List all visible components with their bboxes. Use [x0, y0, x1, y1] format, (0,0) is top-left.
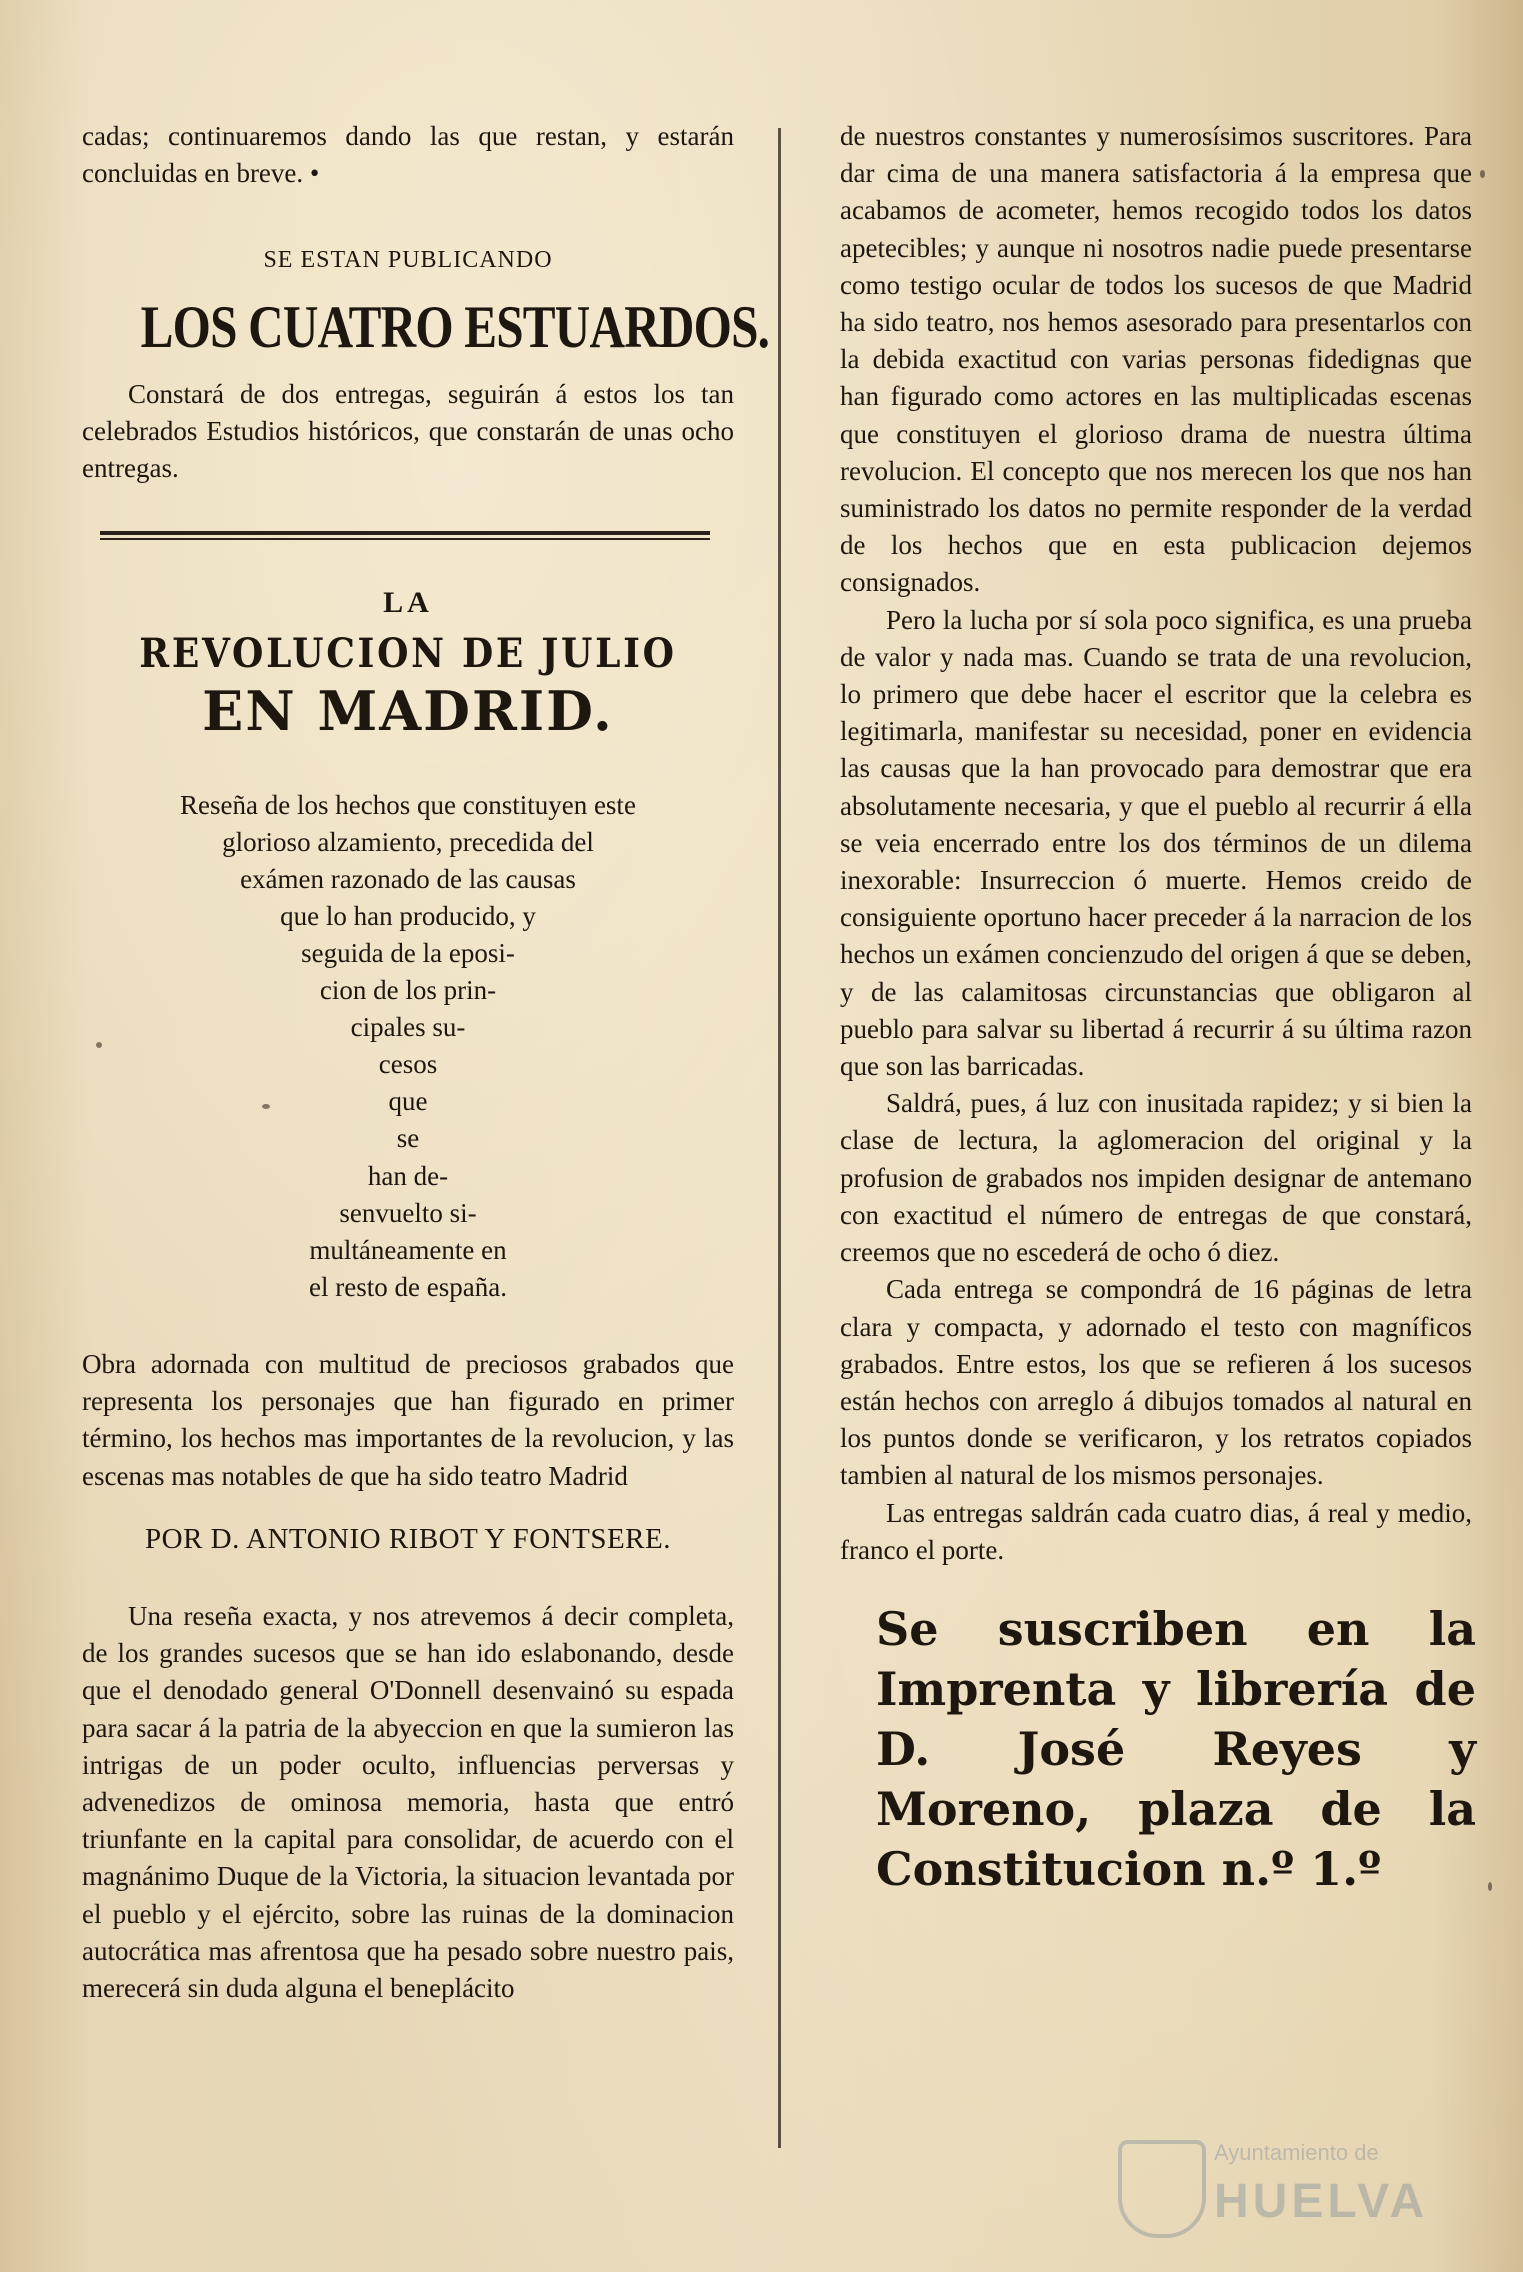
left-column — [82, 118, 770, 2007]
heading-revolucion: REVOLUCION DE JULIO — [139, 630, 677, 678]
paragraph-entrega: Cada entrega se compondrá de 16 páginas de letra clara y compacta, y adornado el testo con magníficos grabados. Entre estos, los que se refieren á los sucesos están hechos con arreglo á dibujos tomados al natural en los puntos donde se verificaron, y los retratos copiados tambien al natural de los mismos personajes. — [840, 1274, 1472, 1491]
ink-speck — [1480, 170, 1485, 178]
resena-line: cipales su- — [350, 1012, 466, 1043]
author-line: POR D. ANTONIO RIBOT Y FONTSERE. — [145, 1522, 671, 1555]
resena-line: se — [396, 1123, 420, 1154]
resena-line: exámen razonado de las causas — [240, 863, 576, 894]
obra-description: Obra adornada con multitud de preciosos grabados que representa los personajes que han figurado en primer término, los hechos mas importantes de la revolucion, y las escenas mas notables de que ha sido teatro Madrid — [82, 1348, 734, 1491]
heading-madrid: EN MADRID. — [202, 678, 614, 743]
paragraph-entregas-dias: Las entregas saldrán cada cuatro dias, á real y medio, franco el porte. — [840, 1497, 1472, 1565]
watermark-line-1: Ayuntamiento de — [1214, 2140, 1379, 2165]
resena-line: seguida de la eposi- — [301, 938, 515, 968]
resena-line: Reseña de los hechos que constituyen este — [180, 789, 636, 820]
resena-line: que — [388, 1086, 428, 1117]
paragraph-saldra: Saldrá, pues, á luz con inusitada rapidez; y si bien la clase de lectura, la aglomeracion del original y la profusion de grabados nos impiden designar de antemano con exactitud el número de entregas de que constará, creemos que no escederá de ocho ó diez. — [840, 1088, 1472, 1268]
subscription-notice: Se suscriben en la Imprenta y librería de D. José Reyes y Moreno, plaza de la Constitucion n.º 1.º — [876, 1601, 1476, 1896]
paragraph-lucha: Pero la lucha por sí sola poco significa, es una prueba de valor y nada mas. Cuando se trata de una revolucion, lo primero que debe hacer el escritor que la celebra es legitimarla, manifestar su necesidad, poner en evidencia las causas que la han provocado para demostrar que era absolutamente necesaria, y que el pueblo al recurrir á ella se veia encerrado entre los dos términos de un dilema inexorable: Insurreccion ó muerte. Hemos creido de consiguiente oportuno hacer preceder á la narracion de los hechos un exámen concienzudo del origen á que se deben, y de las calamitosas circunstancias que obligaron al pueblo para salvar su libertad á recurrir á su última razon que son las barricadas. — [840, 604, 1472, 1082]
heading-la: LA — [383, 586, 433, 620]
resena-line: cesos — [378, 1049, 438, 1080]
archive-watermark — [1118, 2134, 1448, 2244]
resena-line: multáneamente en — [309, 1234, 507, 1265]
section-divider — [100, 531, 710, 540]
continuation-text: cadas; continuaremos dando las que restan, y estarán concluidas en breve. • — [82, 121, 734, 189]
resena-line: han de- — [367, 1160, 449, 1191]
resena-line: senvuelto si- — [339, 1197, 477, 1228]
resena-line: que lo han producido, y — [280, 900, 536, 931]
cuatro-estuardos-title: LOS CUATRO ESTUARDOS. — [140, 293, 770, 360]
body-paragraph: Una reseña exacta, y nos atrevemos á decir completa, de los grandes sucesos que se han ido eslabonando, desde que el denodado general O'Donnell desenvainó su espada para sacar á la patria de la abyeccion en que la sumieron las intrigas de un poder oculto, influencias perversas y advenedizos de ominosa memoria, hasta que entró triunfante en la capital para consolidar, de acuerdo con el magnánimo Duque de la Victoria, la situacion levantada por el pueblo y el ejército, sobre las ruinas de la dominacion autocrática mas afrentosa que ha pesado sobre nuestro pais, merecerá sin duda alguna el beneplácito — [82, 1600, 734, 2003]
ink-speck — [1488, 1882, 1492, 1891]
ink-speck — [262, 1104, 270, 1109]
resena-line: glorioso alzamiento, precedida del — [222, 826, 594, 857]
resena-line: cion de los prin- — [319, 975, 497, 1006]
cuatro-estuardos-description: Constará de dos entregas, seguirán á estos los tan celebrados Estudios históricos, que constarán de unas ocho entregas. — [82, 378, 734, 484]
coat-of-arms-icon — [1118, 2140, 1206, 2238]
watermark-line-2: HUELVA — [1214, 2175, 1429, 2228]
column-divider — [778, 128, 781, 2148]
resena-line: el resto de españa. — [309, 1271, 507, 1302]
right-column — [840, 118, 1476, 1899]
publishing-label: SE ESTAN PUBLICANDO — [263, 247, 553, 274]
resena-triangle — [82, 787, 734, 1306]
paragraph-datos: de nuestros constantes y numerosísimos suscritores. Para dar cima de una manera satisfactoria á la empresa que acabamos de acometer, hemos recogido todos los datos apetecibles; y aunque ni nosotros nadie puede presentarse como testigo ocular de todos los sucesos de que Madrid ha sido teatro, nos hemos asesorado para presentarlos con la debida exactitud con varias personas fidedignas que han figurado como actores en las multiplicadas escenas que constituyen el glorioso drama de nuestra última revolucion. El concepto que nos merecen los que nos han suministrado los datos no permite responder de la verdad de los hechos que en esta publicacion dejemos consignados. — [840, 121, 1472, 598]
ink-speck — [96, 1042, 102, 1048]
